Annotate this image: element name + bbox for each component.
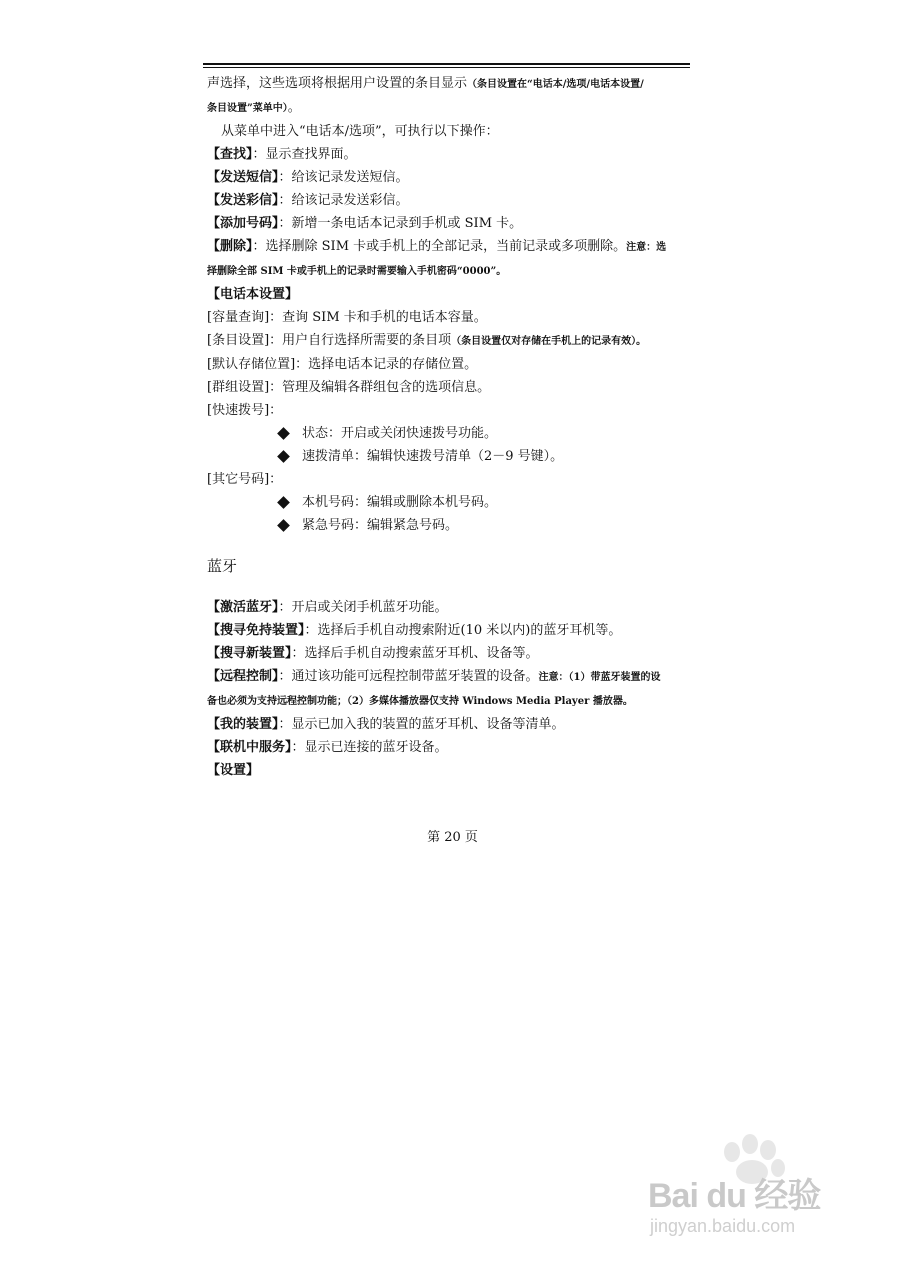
note-text: 择删除全部 SIM 卡或手机上的记录时需要输入手机密码“0000”。: [207, 266, 507, 277]
op-text: ：开启或关闭手机蓝牙功能。: [278, 600, 448, 615]
other-numbers: [其它号码]：: [207, 472, 283, 487]
text: [条目设置]：用户自行选择所需要的条目项: [207, 333, 452, 348]
op-label: 【添加号码】: [207, 216, 279, 231]
bt-remote-note: [207, 689, 692, 713]
watermark-url: jingyan.baidu.com: [650, 1216, 796, 1236]
text: 声选择，这些选项将根据用户设置的条目显示: [207, 76, 468, 91]
bullet-text: 速拨清单：编辑快速拨号清单（2－9 号键）。: [302, 449, 564, 464]
default-storage: [默认存储位置]：选择电话本记录的存储位置。: [207, 357, 478, 372]
op-label: 【我的装置】: [207, 717, 279, 732]
note-text: 条目设置”菜单中）: [207, 103, 288, 114]
intro-line-1: [207, 72, 692, 96]
op-text: ：新增一条电话本记录到手机或 SIM 卡。: [278, 216, 523, 231]
group-settings: [群组设置]：管理及编辑各群组包含的选项信息。: [207, 380, 491, 395]
bullet-text: 本机号码：编辑或删除本机号码。: [302, 495, 498, 510]
op-label: 【联机中服务】: [207, 740, 292, 755]
note-text: 注意：选: [626, 242, 667, 253]
watermark-brand: Bai du 经验: [648, 1177, 821, 1215]
item-settings: [207, 329, 692, 353]
diamond-bullet-icon: [277, 427, 290, 440]
op-text: ：给该记录发送彩信。: [278, 193, 409, 208]
op-text: ：选择后手机自动搜索附近(10 米以内)的蓝牙耳机等。: [304, 623, 622, 638]
bt-op: [207, 619, 692, 642]
menu-intro: 从菜单中进入“电话本/选项”，可执行以下操作：: [221, 124, 499, 139]
page-number: 第 20 页: [427, 830, 478, 845]
diamond-bullet-icon: [277, 519, 290, 532]
op-label: 【查找】: [207, 147, 253, 162]
op-label: 【搜寻免持装置】: [207, 623, 305, 638]
note-text: 备也必须为支持远程控制功能；（2）多媒体播放器仅支持 Windows Media Player 播放器。: [207, 696, 633, 707]
note-text: （条目设置仅对存储在手机上的记录有效）。: [451, 336, 647, 347]
bt-settings-heading: 【设置】: [207, 763, 260, 778]
op-text: ：显示已连接的蓝牙设备。: [291, 740, 448, 755]
op-text: ：显示已加入我的装置的蓝牙耳机、设备等清单。: [278, 717, 565, 732]
op-send-sms: [207, 166, 692, 189]
note-text: （条目设置在“电话本/选项/电话本设置/: [467, 79, 644, 90]
bt-remote-control: [207, 665, 692, 689]
op-find: [207, 143, 692, 166]
bt-op: [207, 713, 692, 736]
speed-dial: [快速拨号]：: [207, 403, 283, 418]
op-text: ：选择删除 SIM 卡或手机上的全部记录，当前记录或多项删除。: [252, 239, 627, 254]
op-label: 【删除】: [207, 239, 253, 254]
op-label: 【发送短信】: [207, 170, 279, 185]
diamond-bullet-icon: [277, 450, 290, 463]
text: 。: [287, 100, 301, 115]
op-label: 【激活蓝牙】: [207, 600, 279, 615]
bt-op: [207, 736, 692, 759]
note-text: 注意：（1）带蓝牙装置的设: [538, 672, 661, 683]
bullet-item: [207, 491, 692, 514]
op-delete-note: [207, 259, 692, 283]
bullet-text: 紧急号码：编辑紧急号码。: [302, 518, 459, 533]
bullet-item: [207, 514, 692, 537]
capacity-query: [容量查询]：查询 SIM 卡和手机的电话本容量。: [207, 310, 487, 325]
op-text: ：显示查找界面。: [252, 147, 357, 162]
op-add-number: [207, 212, 692, 235]
header-rule-thin: [203, 67, 690, 68]
bullet-item: [207, 445, 692, 468]
op-label: 【远程控制】: [207, 669, 279, 684]
op-label: 【发送彩信】: [207, 193, 279, 208]
bluetooth-section-title: 蓝牙: [207, 557, 238, 575]
op-send-mms: [207, 189, 692, 212]
op-text: ：通过该功能可远程控制带蓝牙装置的设备。: [278, 669, 539, 684]
op-label: 【搜寻新装置】: [207, 646, 292, 661]
intro-line-2: [207, 96, 692, 120]
header-rule: [203, 63, 690, 65]
phonebook-settings-heading: 【电话本设置】: [207, 287, 299, 302]
op-text: ：选择后手机自动搜索蓝牙耳机、设备等。: [291, 646, 539, 661]
bt-op: [207, 596, 692, 619]
bullet-item: [207, 422, 692, 445]
op-delete: [207, 235, 692, 259]
bt-op: [207, 642, 692, 665]
bullet-text: 状态：开启或关闭快速拨号功能。: [302, 426, 498, 441]
page-body: [207, 72, 692, 782]
op-text: ：给该记录发送短信。: [278, 170, 409, 185]
diamond-bullet-icon: [277, 496, 290, 509]
